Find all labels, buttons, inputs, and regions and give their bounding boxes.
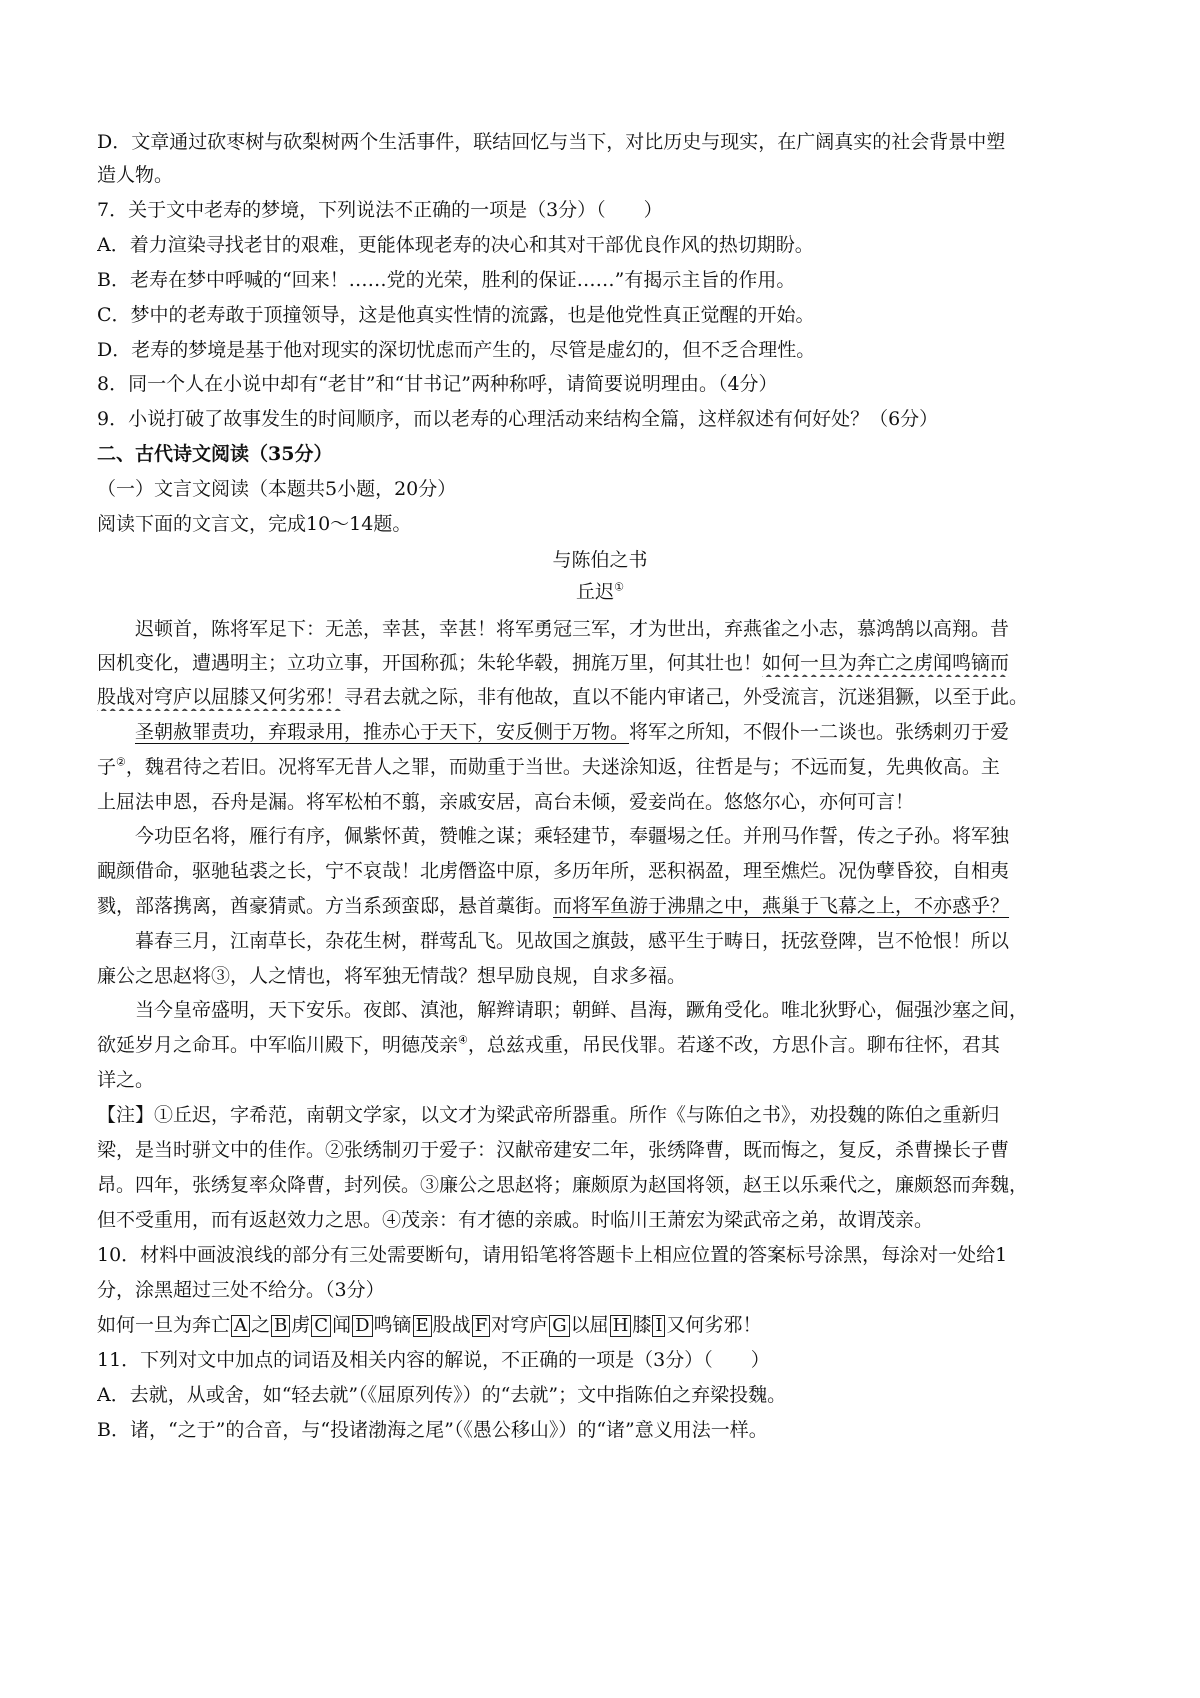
p2-l2-text-2: ，魏君待之若旧。况将军无昔人之罪，而勋重于当世。夫迷涂知返，往哲是 xyxy=(125,756,753,778)
passage-p2-line3: 上屈法申恩，吞舟是漏。将军松柏不翦，亲戚安居，高台未倾，爱妾尚在。悠悠尔心，亦何可言！ xyxy=(97,791,915,813)
q10-seg: 以屈 xyxy=(570,1314,609,1336)
section2-instruction: 阅读下面的文言文，完成10～14题。 xyxy=(97,513,412,535)
p1-l3-text-rest: 之际，非有他故，直以不能内审诸己，外受流言，沉迷猖獗，以至于此。 xyxy=(420,686,1029,708)
q7-option-b: B．老寿在梦中呼喊的“回来！……党的光荣，胜利的保证……”有揭示主旨的作用。 xyxy=(97,269,796,291)
answer-box-b[interactable]: B xyxy=(271,1315,290,1337)
passage-title: 与陈伯之书 xyxy=(552,549,648,571)
q10-seg: 膝 xyxy=(632,1314,652,1336)
answer-box-d[interactable]: D xyxy=(352,1315,372,1337)
q10-seg: 股战 xyxy=(432,1314,471,1336)
p5-l2-text-3: 布往怀，君其 xyxy=(885,1034,1000,1056)
answer-box-i[interactable]: I xyxy=(652,1315,665,1337)
q11-option-b: B．诸，“之于”的合音，与“投诸渤海之尾”（《愚公移山》）的“诸”意义用法一样。 xyxy=(97,1419,768,1441)
q10-stem-line1: 10．材料中画波浪线的部分有三处需要断句，请用铅笔将答题卡上相应位置的答案标号涂黑，每涂对一处给1 xyxy=(97,1244,1008,1266)
passage-p1-line3 xyxy=(97,683,1117,711)
passage-p1-line2 xyxy=(97,649,1117,677)
q11-stem: 11．下列对文中加点的词语及相关内容的解说，不正确的一项是（3分）（ ） xyxy=(97,1349,770,1371)
p2-l1-text: 将军之所知，不假仆一二谈也。张绣刺刃于爱 xyxy=(629,721,1010,743)
passage-author xyxy=(0,578,1200,606)
p5-l2-text-2: ，总兹戎重，吊民伐罪。若遂不改，方思仆言。 xyxy=(467,1034,867,1056)
section2-subtitle: （一）文言文阅读（本题共5小题，20分） xyxy=(97,478,457,500)
p2-l2-text-3: ；不远而复，先典攸高。主 xyxy=(771,756,1000,778)
q7-option-d: D．老寿的梦境是基于他对现实的深切忧虑而产生的，尽管是虚幻的，但不乏合理性。 xyxy=(97,339,816,361)
passage-p4-line1: 暮春三月，江南草长，杂花生树，群莺乱飞。见故国之旗鼓，感平生于畴日，抚弦登陴，岂不怆恨！所以 xyxy=(135,930,1010,952)
answer-box-h[interactable]: H xyxy=(610,1315,632,1337)
answer-box-c[interactable]: C xyxy=(311,1315,331,1337)
p2-underlined-sentence: 圣朝赦罪责功，弃瑕录用，推赤心于天下，安反侧于万物。 xyxy=(135,721,630,743)
notes-line3: 昂。四年，张绣复率众降曹，封列侯。③廉公之思赵将；廉颇原为赵国将领，赵王以乐乘代之，廉颇怒而奔魏， xyxy=(97,1174,1029,1196)
q10-stem-line2: 分，涂黑超过三处不给分。（3分） xyxy=(97,1279,385,1301)
q9-stem: 9．小说打破了故事发生的时间顺序，而以老寿的心理活动来结构全篇，这样叙述有何好处？（6分） xyxy=(97,408,939,430)
passage-p5-line2 xyxy=(97,1031,1117,1059)
q7-option-c: C．梦中的老寿敢于顶撞领导，这是他真实性情的流露，也是他党性真正觉醒的开始。 xyxy=(97,304,815,326)
dotted-word-yu: 与 xyxy=(752,756,772,778)
passage-p5-line1: 当今皇帝盛明，天下安乐。夜郎、滇池，解辫请职；朝鲜、昌海，蹶角受化。唯北狄野心，倔强沙塞之间， xyxy=(135,999,1029,1021)
p3-l3-text: 戮，部落携离，酋豪猜贰。方当系颈蛮邸，悬首藁街。 xyxy=(97,895,554,917)
footnote-mark-4: ④ xyxy=(458,1033,468,1047)
q6-option-d-line2: 造人物。 xyxy=(97,164,174,186)
passage-p3-line1: 今功臣名将，雁行有序，佩紫怀黄，赞帷之谋；乘轻建节，奉疆埸之任。并刑马作誓，传之子孙。将军独 xyxy=(135,825,1010,847)
notes-line1: 【注】①丘迟，字希范，南朝文学家，以文才为梁武帝所器重。所作《与陈伯之书》，劝投魏的陈伯之重新归 xyxy=(97,1104,1000,1126)
passage-p5-line3: 详之。 xyxy=(97,1069,155,1091)
dotted-word-liao: 聊 xyxy=(866,1034,886,1056)
q10-seg: 闻 xyxy=(332,1314,352,1336)
passage-p3-line3 xyxy=(97,892,1117,920)
passage-p1-line1: 迟顿首，陈将军足下：无恙，幸甚，幸甚！将军勇冠三军，才为世出，弃燕雀之小志，慕鸿鹄以高翔。昔 xyxy=(135,618,1010,640)
passage-p3-line2: 靦颜借命，驱驰毡裘之长，宁不哀哉！北虏僭盗中原，多历年所，恶积祸盈，理至燋烂。况伪孽昏狡，自相夷 xyxy=(97,860,1010,882)
p3-underlined-sentence: 而将军鱼游于沸鼎之中，燕巢于飞幕之上，不亦惑乎？ xyxy=(553,895,1010,917)
passage-p4-line2: 廉公之思赵将③，人之情也，将军独无情哉？想早励良规，自求多福。 xyxy=(97,965,687,987)
q10-seg: 又何劣邪！ xyxy=(666,1314,762,1336)
p1-wavy-segment-1: 如何一旦为奔亡之虏闻鸣镝而 xyxy=(762,652,1010,674)
q10-seg: 虏 xyxy=(291,1314,311,1336)
notes-line4: 但不受重用，而有返赵效力之思。④茂亲：有才德的亲戚。时临川王萧宏为梁武帝之弟，故谓茂亲。 xyxy=(97,1209,934,1231)
p5-l2-text: 欲延岁月之命耳。中军临川殿下，明德茂亲 xyxy=(97,1034,459,1056)
passage-p2-line2 xyxy=(97,753,1117,781)
p1-l3-text: 寻君 xyxy=(344,686,383,708)
dotted-word-qujiu: 去就 xyxy=(382,686,421,708)
q10-seg: 鸣镝 xyxy=(373,1314,412,1336)
author-footnote-mark: ① xyxy=(614,580,624,594)
notes-line2: 梁，是当时骈文中的佳作。②张绣制刃于爱子：汉献帝建安二年，张绣降曹，既而悔之，复反，杀曹操长子曹 xyxy=(97,1139,1010,1161)
section2-title: 二、古代诗文阅读（35分） xyxy=(97,443,333,465)
passage-p2-line1 xyxy=(135,718,1117,746)
p1-l2-text: 因机变化，遭遇明主；立功立事，开国称孤；朱轮华毂，拥旄万里，何其壮也！ xyxy=(97,652,763,674)
q6-option-d-line1: D．文章通过砍枣树与砍梨树两个生活事件，联结回忆与当下，对比历史与现实，在广阔真实的社会背景中塑 xyxy=(97,131,1006,153)
q8-stem: 8．同一个人在小说中却有“老甘”和“甘书记”两种称呼，请简要说明理由。（4分） xyxy=(97,373,778,395)
p1-wavy-segment-2: 股战对穹庐以屈膝又何劣邪！ xyxy=(97,686,345,708)
q11-option-a: A．去就，从或舍，如“轻去就”（《屈原列传》）的“去就”；文中指陈伯之弃梁投魏。 xyxy=(97,1384,787,1406)
q7-option-a: A．着力渲染寻找老甘的艰难，更能体现老寿的决心和其对干部优良作风的热切期盼。 xyxy=(97,234,814,256)
answer-box-e[interactable]: E xyxy=(413,1315,432,1337)
p2-l2-text: 子 xyxy=(97,756,117,778)
answer-box-g[interactable]: G xyxy=(549,1315,569,1337)
q10-seg: 对穹庐 xyxy=(491,1314,549,1336)
footnote-mark-2: ② xyxy=(116,755,126,769)
author-name: 丘迟 xyxy=(576,581,615,603)
answer-box-a[interactable]: A xyxy=(231,1315,250,1337)
q10-seg: 之 xyxy=(251,1314,271,1336)
q10-sentence-with-boxes xyxy=(97,1311,1117,1339)
q7-stem: 7．关于文中老寿的梦境，下列说法不正确的一项是（3分）（ ） xyxy=(97,199,663,221)
q10-seg: 如何一旦为奔亡 xyxy=(97,1314,231,1336)
answer-box-f[interactable]: F xyxy=(472,1315,491,1337)
